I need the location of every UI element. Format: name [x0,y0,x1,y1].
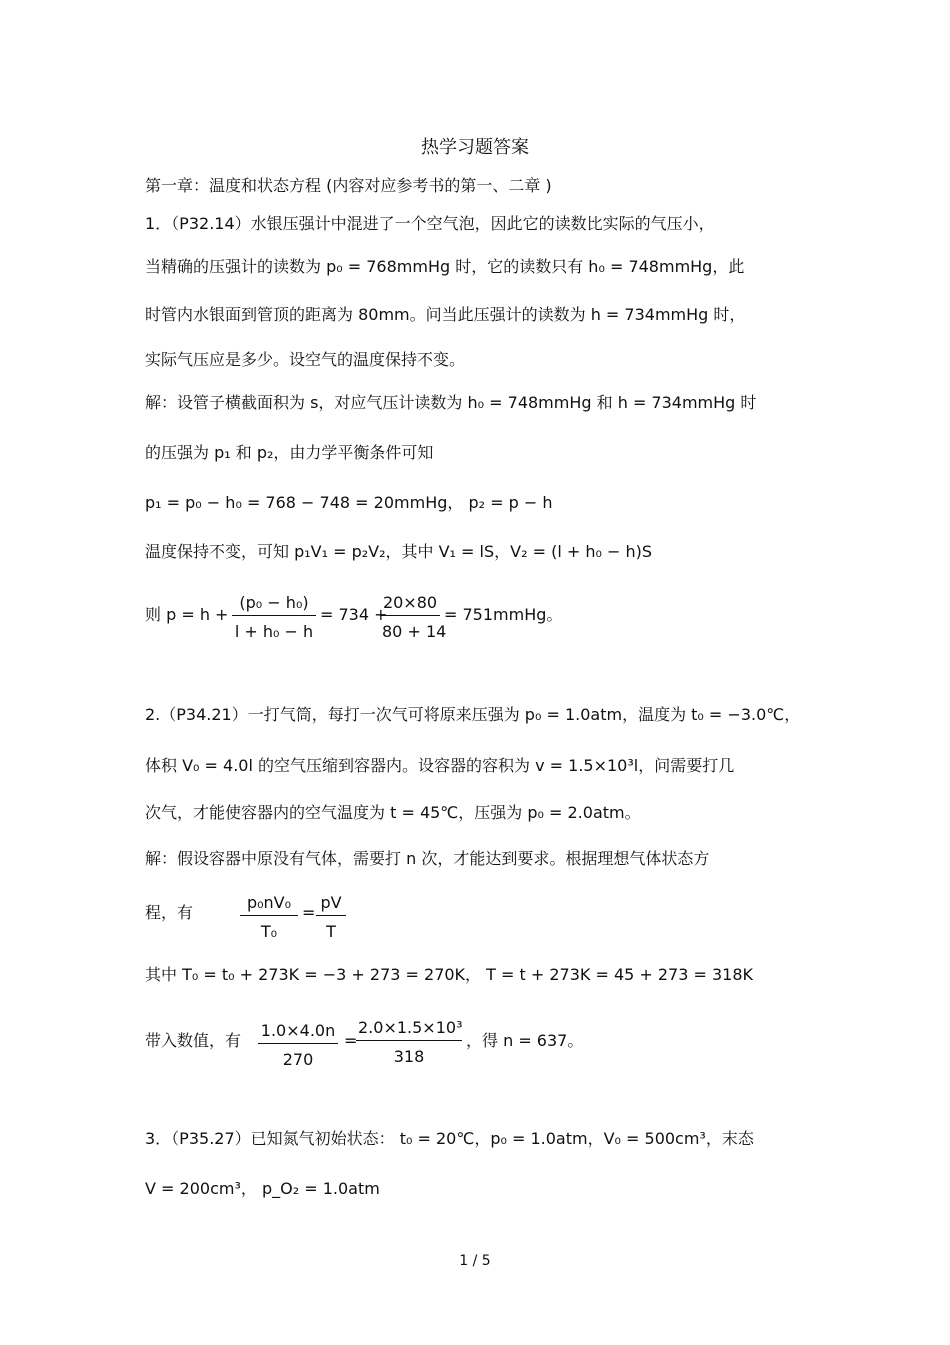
solution-1-result-mid: = 734 + [320,605,388,624]
equals-sign: = [344,1031,358,1050]
fraction-numerator: pV [320,893,342,912]
solution-2-line-4-prefix: 带入数值，有 [145,1031,242,1050]
chapter-heading: 第一章：温度和状态方程 (内容对应参考书的第一、二章 ) [145,176,552,195]
solution-1-result-end: = 751mmHg。 [444,605,563,624]
solution-1-result-prefix: 则 p = h + [145,605,229,624]
page-number: 1 / 5 [459,1253,491,1269]
solution-2-line-3: 其中 T₀ = t₀ + 273K = −3 + 273 = 270K， T = t + 273K = 45 + 273 = 318K [145,965,754,984]
problem-2-line-1: 2.（P34.21）一打气筒，每打一次气可将原来压强为 p₀ = 1.0atm，温度为 t₀ = −3.0℃， [145,705,801,724]
solution-1-line-1: 解：设管子横截面积为 s，对应气压计读数为 h₀ = 748mmHg 和 h = 734mmHg 时 [145,393,757,412]
equals-sign: = [302,903,316,922]
solution-2-line-1: 解：假设容器中原没有气体，需要打 n 次，才能达到要求。根据理想气体状态方 [145,849,710,868]
fraction-numerator: 20×80 [382,593,438,612]
solution-2-substitute-right [356,1018,462,1066]
solution-1-fraction-1 [232,593,316,641]
fraction-numerator: 2.0×1.5×10³ [358,1018,463,1037]
fraction-denominator: 80 + 14 [380,615,440,641]
solution-2-fraction-left [240,893,298,941]
fraction-numerator: 1.0×4.0n [260,1021,336,1040]
problem-1-line-2: 当精确的压强计的读数为 p₀ = 768mmHg 时，它的读数只有 h₀ = 748mmHg，此 [145,257,745,276]
solution-2-fraction-right [316,893,346,941]
solution-1-line-2: 的压强为 p₁ 和 p₂，由力学平衡条件可知 [145,443,434,462]
problem-3-line-1: 3．（P35.27）已知氮气初始状态： t₀ = 20℃，p₀ = 1.0atm，V₀ = 500cm³，末态 [145,1129,754,1148]
fraction-denominator: 318 [356,1040,462,1066]
problem-1-line-1: 1．（P32.14）水银压强计中混进了一个空气泡，因此它的读数比实际的气压小， [145,214,715,233]
document-title: 热学习题答案 [421,137,529,158]
solution-1-equation-1: p₁ = p₀ − h₀ = 768 − 748 = 20mmHg， p₂ = p − h [145,493,553,512]
fraction-denominator: 270 [258,1043,338,1069]
problem-3-line-2: V = 200cm³， p_O₂ = 1.0atm [145,1179,380,1198]
solution-2-line-4-end: ，得 n = 637。 [466,1031,584,1050]
fraction-denominator: T [316,915,346,941]
fraction-denominator: l + h₀ − h [232,615,316,641]
problem-2-line-3: 次气，才能使容器内的空气温度为 t = 45℃，压强为 p₀ = 2.0atm。 [145,803,641,822]
solution-2-substitute-left [258,1021,338,1069]
solution-1-equation-2: 温度保持不变，可知 p₁V₁ = p₂V₂，其中 V₁ = lS，V₂ = (l + h₀ − h)S [145,542,653,561]
solution-2-line-2-prefix: 程，有 [145,903,194,922]
solution-1-fraction-2 [380,593,447,641]
fraction-numerator: (p₀ − h₀) [239,593,309,612]
fraction-numerator: p₀nV₀ [246,893,292,912]
problem-1-line-3: 时管内水银面到管顶的距离为 80mm。问当此压强计的读数为 h = 734mmHg 时， [145,305,746,324]
problem-1-line-4: 实际气压应是多少。设空气的温度保持不变。 [145,350,466,369]
problem-2-line-2: 体积 V₀ = 4.0l 的空气压缩到容器内。设容器的容积为 v = 1.5×10³l，问需要打几 [145,756,735,775]
fraction-denominator: T₀ [240,915,298,941]
